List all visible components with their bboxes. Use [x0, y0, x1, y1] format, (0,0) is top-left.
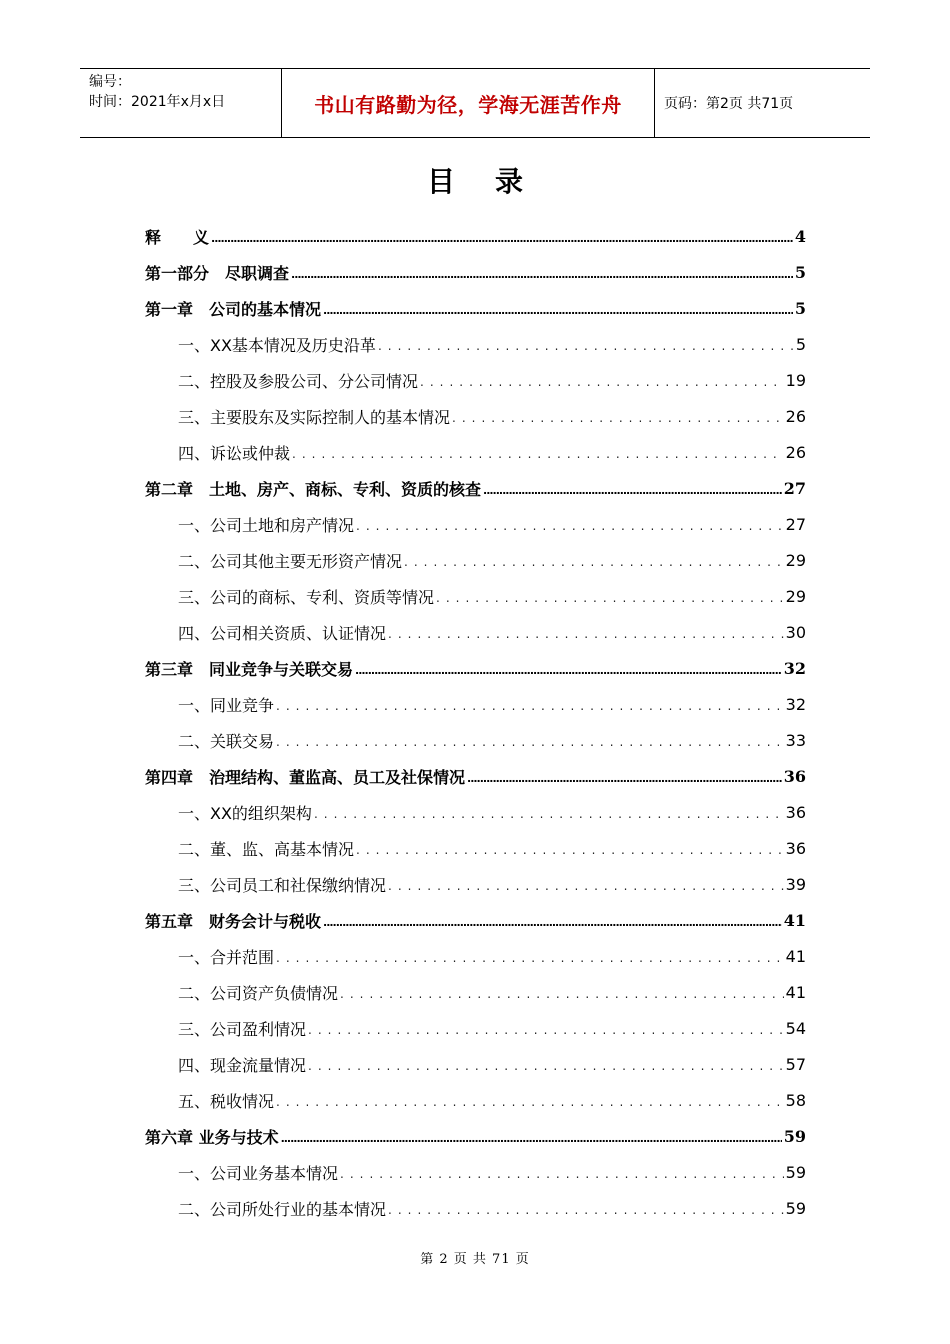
toc-entry-page: 32	[785, 694, 806, 714]
toc-chapter-entry[interactable]	[145, 254, 806, 290]
toc-leader-dots	[404, 555, 784, 569]
toc-leader-dots	[323, 304, 793, 317]
toc-leader-dots	[356, 519, 784, 533]
toc-leader-dots	[452, 411, 784, 425]
toc-entry-title: 第六章 业务与技术	[145, 1127, 279, 1147]
toc-entry-page: 59	[785, 1198, 806, 1218]
toc-leader-dots	[378, 339, 794, 353]
number-label: 编号：	[89, 74, 131, 90]
toc-leader-dots	[276, 735, 784, 749]
toc-entry-page: 41	[785, 982, 806, 1002]
page-info: 页码：第2页 共71页	[664, 96, 794, 112]
header-motto-cell	[282, 69, 655, 137]
toc-entry-page: 58	[785, 1090, 806, 1110]
toc-entry-title: 二、公司所处行业的基本情况	[178, 1199, 387, 1219]
toc-entry-title: 二、公司其他主要无形资产情况	[178, 551, 403, 571]
toc-entry-title: 一、同业竞争	[178, 695, 275, 715]
toc-leader-dots	[308, 1023, 784, 1037]
toc-entry-page: 39	[785, 874, 806, 894]
toc-section-entry[interactable]	[145, 326, 806, 362]
toc-section-entry[interactable]	[145, 506, 806, 542]
toc-entry-page: 26	[785, 406, 806, 426]
toc-entry-page: 5	[794, 298, 806, 318]
toc-section-entry[interactable]	[145, 578, 806, 614]
toc-entry-page: 29	[785, 586, 806, 606]
toc-entry-title: 四、诉讼或仲裁	[178, 443, 291, 463]
toc-entry-title: 一、公司土地和房产情况	[178, 515, 355, 535]
toc-entry-title: 四、现金流量情况	[178, 1055, 307, 1075]
toc-entry-page: 36	[785, 802, 806, 822]
toc-entry-title: 一、XX基本情况及历史沿革	[178, 335, 376, 355]
table-of-contents	[145, 218, 806, 1226]
toc-entry-page: 41	[785, 946, 806, 966]
toc-section-entry[interactable]	[145, 830, 806, 866]
toc-chapter-entry[interactable]	[145, 650, 806, 686]
toc-chapter-entry[interactable]	[145, 758, 806, 794]
toc-entry-page: 30	[785, 622, 806, 642]
toc-entry-page: 5	[795, 334, 806, 354]
toc-leader-dots	[308, 1059, 784, 1073]
toc-leader-dots	[388, 879, 784, 893]
toc-entry-page: 5	[794, 262, 806, 282]
toc-entry-title: 三、主要股东及实际控制人的基本情况	[178, 407, 451, 427]
toc-section-entry[interactable]	[145, 722, 806, 758]
toc-entry-title: 释 义	[145, 227, 210, 247]
toc-leader-dots	[355, 664, 782, 677]
toc-entry-page: 33	[785, 730, 806, 750]
toc-entry-page: 29	[785, 550, 806, 570]
toc-entry-title: 二、关联交易	[178, 731, 275, 751]
toc-entry-page: 19	[785, 370, 806, 390]
toc-entry-title: 第三章 同业竞争与关联交易	[145, 659, 354, 679]
toc-entry-page: 36	[785, 838, 806, 858]
toc-section-entry[interactable]	[145, 398, 806, 434]
toc-section-entry[interactable]	[145, 614, 806, 650]
toc-chapter-entry[interactable]	[145, 1118, 806, 1154]
toc-leader-dots	[420, 375, 784, 389]
motto: 书山有路勤为径，学海无涯苦作舟	[314, 92, 622, 117]
time-label: 时间：2021年x月x日	[89, 94, 226, 110]
toc-entry-page: 27	[783, 478, 806, 498]
toc-leader-dots	[281, 1132, 782, 1145]
toc-entry-title: 第五章 财务会计与税收	[145, 911, 322, 931]
toc-entry-title: 一、XX的组织架构	[178, 803, 312, 823]
toc-entry-title: 二、董、监、高基本情况	[178, 839, 355, 859]
toc-entry-title: 一、合并范围	[178, 947, 275, 967]
toc-entry-title: 三、公司的商标、专利、资质等情况	[178, 587, 435, 607]
header-meta-cell	[80, 69, 282, 137]
toc-leader-dots	[291, 268, 793, 281]
toc-leader-dots	[356, 843, 784, 857]
toc-entry-page: 26	[785, 442, 806, 462]
toc-chapter-entry[interactable]	[145, 290, 806, 326]
toc-entry-page: 57	[785, 1054, 806, 1074]
toc-entry-page: 59	[783, 1126, 806, 1146]
toc-leader-dots	[388, 1203, 784, 1217]
toc-section-entry[interactable]	[145, 938, 806, 974]
toc-entry-title: 四、公司相关资质、认证情况	[178, 623, 387, 643]
toc-leader-dots	[467, 772, 782, 785]
toc-entry-title: 一、公司业务基本情况	[178, 1163, 339, 1183]
toc-leader-dots	[436, 591, 784, 605]
toc-entry-page: 59	[785, 1162, 806, 1182]
toc-leader-dots	[276, 699, 784, 713]
toc-leader-dots	[483, 484, 782, 497]
toc-section-entry[interactable]	[145, 362, 806, 398]
toc-leader-dots	[314, 807, 784, 821]
toc-leader-dots	[276, 951, 784, 965]
toc-section-entry[interactable]	[145, 542, 806, 578]
toc-chapter-entry[interactable]	[145, 218, 806, 254]
toc-entry-title: 第四章 治理结构、董监高、员工及社保情况	[145, 767, 466, 787]
toc-leader-dots	[292, 447, 784, 461]
toc-entry-page: 27	[785, 514, 806, 534]
toc-entry-title: 三、公司员工和社保缴纳情况	[178, 875, 387, 895]
toc-entry-title: 第二章 土地、房产、商标、专利、资质的核查	[145, 479, 482, 499]
toc-section-entry[interactable]	[145, 434, 806, 470]
toc-entry-page: 4	[794, 226, 806, 246]
toc-section-entry[interactable]	[145, 1082, 806, 1118]
toc-leader-dots	[323, 916, 782, 929]
toc-leader-dots	[388, 627, 784, 641]
toc-entry-title: 五、税收情况	[178, 1091, 275, 1111]
toc-leader-dots	[340, 987, 784, 1001]
toc-entry-title: 第一部分 尽职调查	[145, 263, 290, 283]
toc-entry-title: 二、控股及参股公司、分公司情况	[178, 371, 419, 391]
toc-section-entry[interactable]	[145, 1046, 806, 1082]
toc-leader-dots	[276, 1095, 784, 1109]
page-footer: 第 2 页 共 71 页	[420, 1252, 530, 1267]
toc-section-entry[interactable]	[145, 794, 806, 830]
page-title: 目录	[426, 165, 563, 198]
toc-section-entry[interactable]	[145, 866, 806, 902]
toc-entry-title: 三、公司盈利情况	[178, 1019, 307, 1039]
toc-leader-dots	[340, 1167, 784, 1181]
toc-section-entry[interactable]	[145, 974, 806, 1010]
toc-section-entry[interactable]	[145, 686, 806, 722]
toc-entry-page: 32	[783, 658, 806, 678]
document-header	[80, 68, 870, 138]
toc-entry-page: 54	[785, 1018, 806, 1038]
header-page-cell	[655, 69, 870, 137]
toc-section-entry[interactable]	[145, 1010, 806, 1046]
toc-entry-page: 41	[783, 910, 806, 930]
toc-entry-page: 36	[783, 766, 806, 786]
toc-leader-dots	[211, 232, 793, 245]
toc-entry-title: 第一章 公司的基本情况	[145, 299, 322, 319]
toc-chapter-entry[interactable]	[145, 902, 806, 938]
toc-chapter-entry[interactable]	[145, 470, 806, 506]
toc-entry-title: 二、公司资产负债情况	[178, 983, 339, 1003]
toc-section-entry[interactable]	[145, 1190, 806, 1226]
toc-section-entry[interactable]	[145, 1154, 806, 1190]
